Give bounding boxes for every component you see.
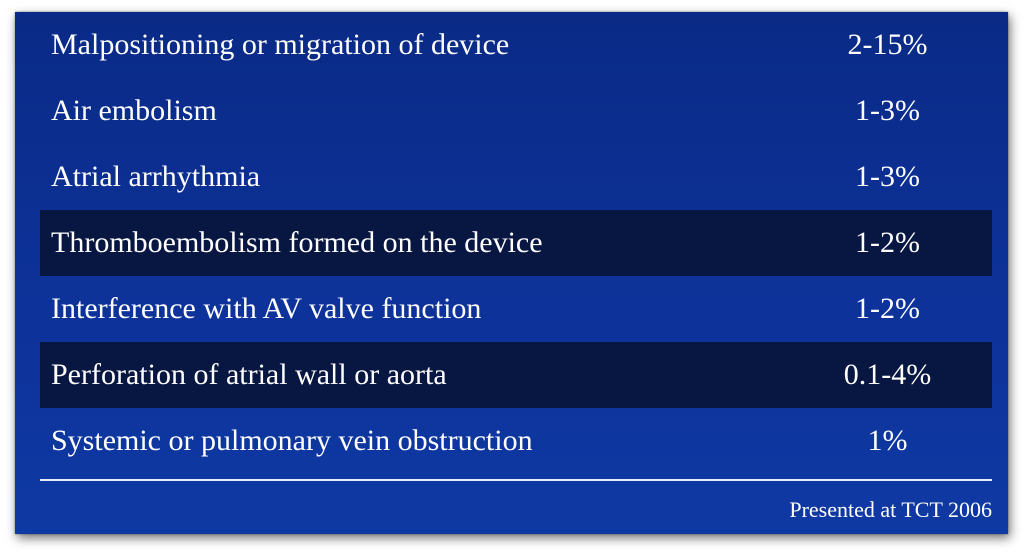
divider-line	[40, 479, 992, 481]
complication-label: Interference with AV valve function	[51, 292, 482, 325]
table-row	[40, 144, 992, 210]
table-row	[40, 12, 992, 78]
complication-rate: 1-2%	[855, 226, 920, 259]
complication-label: Systemic or pulmonary vein obstruction	[51, 424, 533, 457]
table-row	[40, 210, 992, 276]
complication-rate: 1%	[867, 424, 908, 457]
complication-label: Thromboembolism formed on the device	[51, 226, 543, 259]
complications-table	[40, 12, 992, 474]
complication-label: Malpositioning or migration of device	[51, 28, 510, 61]
source-footnote: Presented at TCT 2006	[789, 497, 992, 522]
complication-rate: 0.1-4%	[843, 358, 932, 391]
table-row	[40, 342, 992, 408]
table-row	[40, 276, 992, 342]
slide	[15, 12, 1008, 534]
complication-label: Air embolism	[51, 94, 217, 127]
table-row	[40, 408, 992, 474]
complication-rate: 2-15%	[847, 28, 928, 61]
table-row	[40, 78, 992, 144]
complication-rate: 1-3%	[855, 160, 920, 193]
complication-label: Atrial arrhythmia	[51, 160, 261, 193]
complication-rate: 1-3%	[855, 94, 920, 127]
complication-label: Perforation of atrial wall or aorta	[51, 358, 447, 391]
complication-rate: 1-2%	[855, 292, 920, 325]
